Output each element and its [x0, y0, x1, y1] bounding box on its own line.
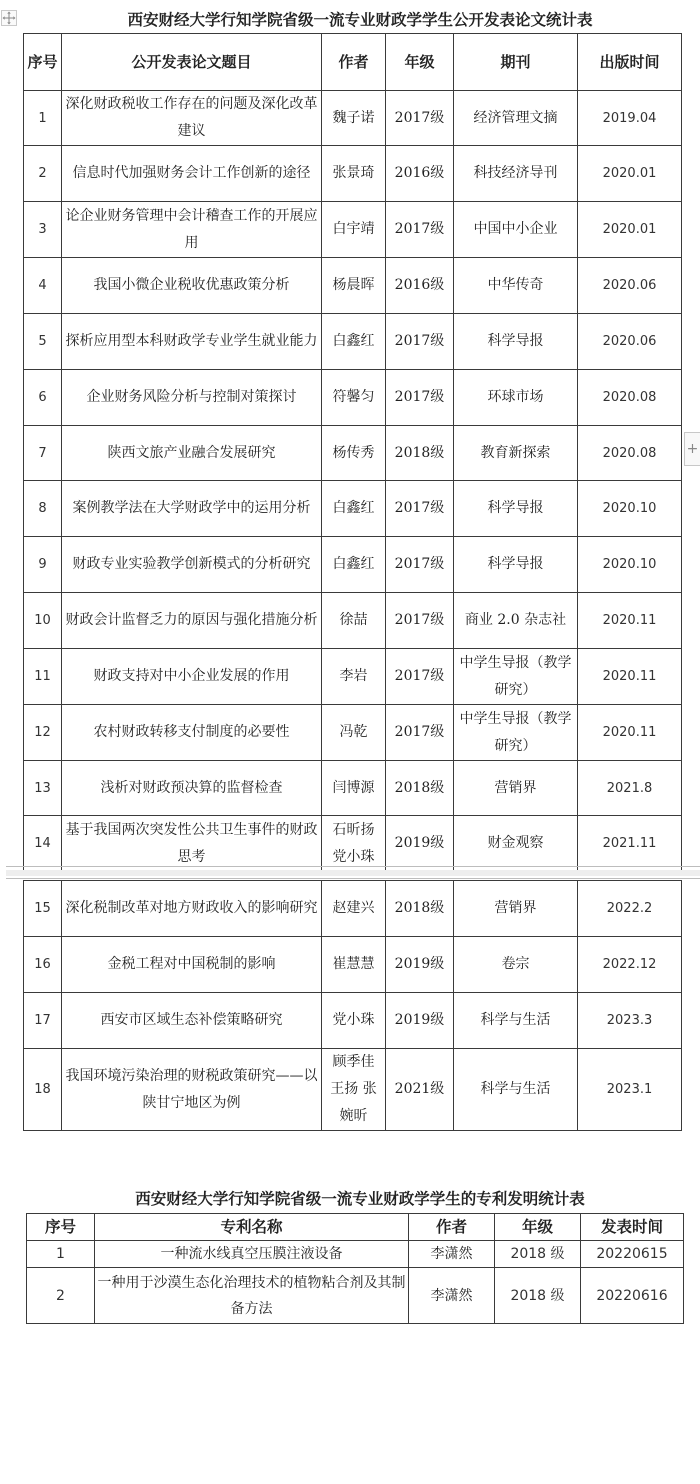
row-no: 7 [24, 426, 62, 481]
date-cell: 2020.01 [578, 146, 682, 202]
header-no: 序号 [27, 1214, 95, 1241]
table-row [24, 937, 682, 993]
paper-title-cell: 我国小微企业税收优惠政策分析 [62, 258, 322, 314]
paper-title-cell: 案例教学法在大学财政学中的运用分析 [62, 481, 322, 537]
table-row [24, 816, 682, 872]
date-cell: 2021.11 [578, 816, 682, 872]
papers-table-continued [23, 880, 682, 1131]
table-row [24, 705, 682, 761]
journal-cell: 科学导报 [454, 481, 578, 537]
author-cell: 党小珠 [322, 993, 386, 1049]
row-no: 15 [24, 881, 62, 937]
date-cell: 2020.11 [578, 705, 682, 761]
journal-cell: 营销界 [454, 881, 578, 937]
author-cell: 冯乾 [322, 705, 386, 761]
paper-title-cell: 我国环境污染治理的财税政策研究——以陕甘宁地区为例 [62, 1049, 322, 1131]
paper-title-cell: 探析应用型本科财政学专业学生就业能力 [62, 314, 322, 370]
grade-cell: 2018级 [386, 426, 454, 481]
header-author: 作者 [322, 34, 386, 91]
table-row [24, 993, 682, 1049]
header-journal: 期刊 [454, 34, 578, 91]
header-no: 序号 [24, 34, 62, 91]
patents-table-title: 西安财经大学行知学院省级一流专业财政学学生的专利发明统计表 [135, 1189, 585, 1208]
table-row [24, 426, 682, 481]
author-cell: 赵建兴 [322, 881, 386, 937]
paper-title-cell: 财政支持对中小企业发展的作用 [62, 649, 322, 705]
author-cell: 崔慧慧 [322, 937, 386, 993]
row-no: 4 [24, 258, 62, 314]
author-cell: 徐喆 [322, 593, 386, 649]
paper-title-cell: 信息时代加强财务会计工作创新的途径 [62, 146, 322, 202]
grade-cell: 2017级 [386, 91, 454, 146]
journal-cell: 中学生导报（教学研究） [454, 649, 578, 705]
header-date: 出版时间 [578, 34, 682, 91]
journal-cell: 科学与生活 [454, 993, 578, 1049]
paper-title-cell: 浅析对财政预决算的监督检查 [62, 761, 322, 816]
row-no: 5 [24, 314, 62, 370]
table-row [24, 202, 682, 258]
table-row [24, 314, 682, 370]
author-cell: 石昕扬 党小珠 [322, 816, 386, 872]
author-cell: 李潇然 [409, 1268, 495, 1324]
paper-title-cell: 企业财务风险分析与控制对策探讨 [62, 370, 322, 426]
table-row [24, 537, 682, 593]
table-row [24, 881, 682, 937]
journal-cell: 中国中小企业 [454, 202, 578, 258]
journal-cell: 卷宗 [454, 937, 578, 993]
author-cell: 杨晨晖 [322, 258, 386, 314]
table-row [24, 370, 682, 426]
grade-cell: 2016级 [386, 146, 454, 202]
paper-title-cell: 深化财政税收工作存在的问题及深化改革建议 [62, 91, 322, 146]
grade-cell: 2017级 [386, 481, 454, 537]
page-break-separator [6, 866, 700, 879]
table-row [24, 91, 682, 146]
papers-table-header-row [24, 34, 682, 91]
row-no: 2 [24, 146, 62, 202]
author-cell: 白鑫红 [322, 537, 386, 593]
row-no: 13 [24, 761, 62, 816]
journal-cell: 中学生导报（教学研究） [454, 705, 578, 761]
grade-cell: 2017级 [386, 537, 454, 593]
journal-cell: 营销界 [454, 761, 578, 816]
author-cell: 李潇然 [409, 1241, 495, 1268]
grade-cell: 2017级 [386, 370, 454, 426]
row-no: 11 [24, 649, 62, 705]
grade-cell: 2019级 [386, 816, 454, 872]
date-cell: 2023.1 [578, 1049, 682, 1131]
table-row [24, 481, 682, 537]
row-no: 9 [24, 537, 62, 593]
paper-title-cell: 西安市区域生态补偿策略研究 [62, 993, 322, 1049]
table-row [24, 649, 682, 705]
date-cell: 2020.08 [578, 370, 682, 426]
date-cell: 2020.11 [578, 649, 682, 705]
table-row [24, 761, 682, 816]
row-no: 6 [24, 370, 62, 426]
paper-title-cell: 陕西文旅产业融合发展研究 [62, 426, 322, 481]
patent-name-cell: 一种用于沙漠生态化治理技术的植物粘合剂及其制备方法 [95, 1268, 409, 1324]
journal-cell: 科学导报 [454, 537, 578, 593]
header-patent-name: 专利名称 [95, 1214, 409, 1241]
date-cell: 2022.12 [578, 937, 682, 993]
paper-title-cell: 金税工程对中国税制的影响 [62, 937, 322, 993]
author-cell: 白鑫红 [322, 481, 386, 537]
grade-cell: 2017级 [386, 649, 454, 705]
grade-cell: 2018 级 [495, 1241, 581, 1268]
author-cell: 李岩 [322, 649, 386, 705]
row-no: 1 [24, 91, 62, 146]
paper-title-cell: 深化税制改革对地方财政收入的影响研究 [62, 881, 322, 937]
date-cell: 2020.01 [578, 202, 682, 258]
date-cell: 2020.11 [578, 593, 682, 649]
table-move-handle-icon[interactable] [1, 10, 17, 26]
date-cell: 20220615 [581, 1241, 684, 1268]
journal-cell: 科技经济导刊 [454, 146, 578, 202]
author-cell: 魏子诺 [322, 91, 386, 146]
row-no: 1 [27, 1241, 95, 1268]
author-cell: 白宇靖 [322, 202, 386, 258]
date-cell: 2021.8 [578, 761, 682, 816]
author-cell: 顾季佳 王扬 张婉昕 [322, 1049, 386, 1131]
patent-name-cell: 一种流水线真空压膜注液设备 [95, 1241, 409, 1268]
date-cell: 2020.10 [578, 481, 682, 537]
paper-title-cell: 农村财政转移支付制度的必要性 [62, 705, 322, 761]
grade-cell: 2019级 [386, 993, 454, 1049]
grade-cell: 2017级 [386, 202, 454, 258]
paper-title-cell: 基于我国两次突发性公共卫生事件的财政思考 [62, 816, 322, 872]
date-cell: 2020.06 [578, 258, 682, 314]
row-no: 2 [27, 1268, 95, 1324]
row-no: 10 [24, 593, 62, 649]
journal-cell: 商业 2.0 杂志社 [454, 593, 578, 649]
header-grade: 年级 [386, 34, 454, 91]
grade-cell: 2016级 [386, 258, 454, 314]
table-row [24, 1049, 682, 1131]
date-cell: 2020.10 [578, 537, 682, 593]
header-paper-title: 公开发表论文题目 [62, 34, 322, 91]
grade-cell: 2018 级 [495, 1268, 581, 1324]
grade-cell: 2017级 [386, 314, 454, 370]
date-cell: 2019.04 [578, 91, 682, 146]
patents-table-header-row [27, 1214, 684, 1241]
grade-cell: 2021级 [386, 1049, 454, 1131]
journal-cell: 环球市场 [454, 370, 578, 426]
papers-table [23, 33, 682, 872]
journal-cell: 财金观察 [454, 816, 578, 872]
journal-cell: 经济管理文摘 [454, 91, 578, 146]
journal-cell: 科学与生活 [454, 1049, 578, 1131]
grade-cell: 2017级 [386, 593, 454, 649]
header-grade: 年级 [495, 1214, 581, 1241]
table-row [24, 146, 682, 202]
header-date: 发表时间 [581, 1214, 684, 1241]
row-no: 8 [24, 481, 62, 537]
patents-table [26, 1213, 684, 1324]
date-cell: 2020.06 [578, 314, 682, 370]
author-cell: 杨传秀 [322, 426, 386, 481]
paper-title-cell: 财政专业实验教学创新模式的分析研究 [62, 537, 322, 593]
grade-cell: 2018级 [386, 761, 454, 816]
grade-cell: 2019级 [386, 937, 454, 993]
row-no: 16 [24, 937, 62, 993]
table-row [24, 258, 682, 314]
paper-title-cell: 论企业财务管理中会计稽查工作的开展应用 [62, 202, 322, 258]
row-no: 18 [24, 1049, 62, 1131]
grade-cell: 2017级 [386, 705, 454, 761]
add-row-plus-icon[interactable]: + [684, 432, 700, 466]
table-row [27, 1241, 684, 1268]
date-cell: 2023.3 [578, 993, 682, 1049]
journal-cell: 科学导报 [454, 314, 578, 370]
journal-cell: 中华传奇 [454, 258, 578, 314]
header-author: 作者 [409, 1214, 495, 1241]
grade-cell: 2018级 [386, 881, 454, 937]
paper-title-cell: 财政会计监督乏力的原因与强化措施分析 [62, 593, 322, 649]
papers-table-title: 西安财经大学行知学院省级一流专业财政学学生公开发表论文统计表 [127, 10, 593, 29]
author-cell: 白鑫红 [322, 314, 386, 370]
table-row [27, 1268, 684, 1324]
date-cell: 20220616 [581, 1268, 684, 1324]
row-no: 17 [24, 993, 62, 1049]
row-no: 12 [24, 705, 62, 761]
author-cell: 张景琦 [322, 146, 386, 202]
row-no: 3 [24, 202, 62, 258]
date-cell: 2020.08 [578, 426, 682, 481]
author-cell: 符馨匀 [322, 370, 386, 426]
journal-cell: 教育新探索 [454, 426, 578, 481]
table-row [24, 593, 682, 649]
row-no: 14 [24, 816, 62, 872]
date-cell: 2022.2 [578, 881, 682, 937]
author-cell: 闫博源 [322, 761, 386, 816]
